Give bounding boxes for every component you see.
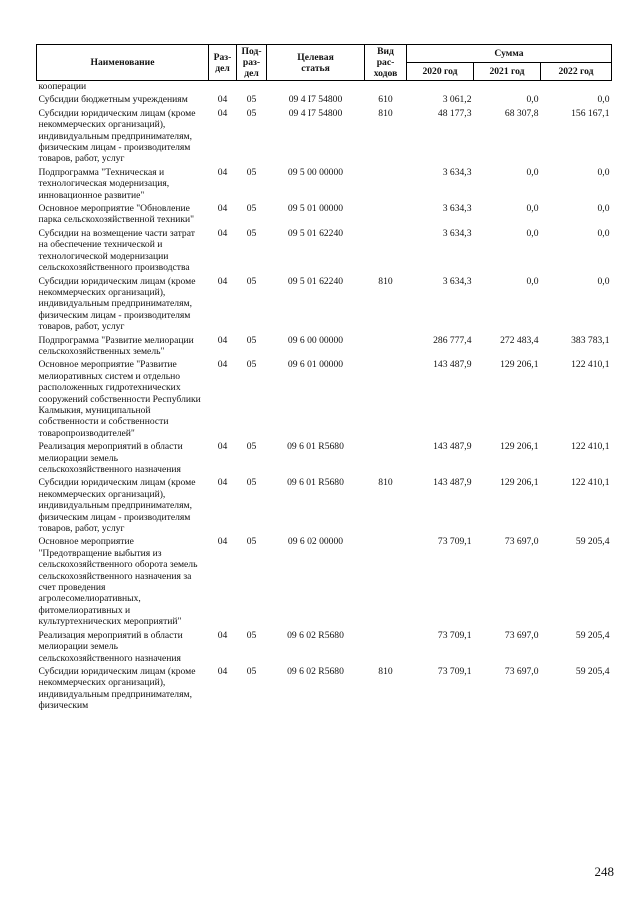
row-sum-2021: 73 697,0 — [504, 665, 539, 677]
row-podrazdel — [237, 81, 267, 95]
row-sum-2021 — [474, 81, 541, 95]
table-row — [37, 108, 612, 167]
row-article: 09 5 01 62240 — [287, 227, 344, 239]
row-vid — [365, 203, 407, 228]
row-podrazdel: 05 — [246, 665, 257, 677]
header-2021: 2021 год — [474, 63, 541, 81]
row-vid — [365, 441, 407, 477]
row-razdel: 04 — [217, 359, 228, 371]
row-name: Субсидии юридическим лицам (кроме некоммерческих организаций), индивидуальным предпринимателям, физическим лицам - производителям товаров, работ, услуг — [38, 107, 196, 165]
row-sum-2020: 3 634,3 — [442, 203, 472, 215]
row-razdel: 04 — [217, 227, 228, 239]
row-article: 09 6 02 R5680 — [287, 629, 344, 641]
row-sum-2020 — [407, 81, 474, 95]
table-body — [37, 81, 612, 714]
row-name: Субсидии бюджетным учреждениям — [38, 94, 188, 106]
row-podrazdel: 05 — [246, 477, 257, 489]
row-name: Подпрограмма "Техническая и технологическая модернизация, инновационное развитие" — [38, 166, 170, 201]
header-podrazdel-text: Под- раз- дел — [241, 46, 262, 79]
row-sum-2021: 0,0 — [526, 275, 539, 287]
header-podrazdel — [237, 45, 267, 81]
row-sum-2022: 0,0 — [597, 166, 610, 178]
row-sum-2021: 0,0 — [526, 166, 539, 178]
row-razdel: 04 — [217, 441, 228, 453]
row-sum-2020: 3 634,3 — [442, 166, 472, 178]
row-sum-2020: 48 177,3 — [437, 107, 472, 119]
row-article: 09 4 I7 54800 — [288, 94, 343, 106]
row-podrazdel: 05 — [246, 107, 257, 119]
row-podrazdel: 05 — [246, 334, 257, 346]
table-row — [37, 276, 612, 335]
table-row — [37, 335, 612, 360]
row-sum-2020: 3 634,3 — [442, 227, 472, 239]
table-row — [37, 203, 612, 228]
row-sum-2020: 143 487,9 — [433, 477, 472, 489]
table-row — [37, 94, 612, 107]
row-podrazdel: 05 — [246, 359, 257, 371]
row-name: Основное мероприятие "Развитие мелиоративных систем и отдельно расположенных гидротехнических сооружений собственности Республики Калмыкия, муниципальной собственности и собственности товаропроизводителей" — [38, 359, 201, 439]
row-sum-2022: 156 167,1 — [571, 107, 610, 119]
row-sum-2022: 122 410,1 — [571, 441, 610, 453]
row-name: Основное мероприятие "Предотвращение выбытия из сельскохозяйственного оборота земель сельскохозяйственного назначения за счет проведения агролесомелиоративных, фитомелиоративных и культуртехнических мероприятий" — [38, 536, 198, 628]
row-razdel: 04 — [217, 477, 228, 489]
row-razdel: 04 — [217, 275, 228, 287]
row-vid: 810 — [378, 665, 393, 677]
row-sum-2022: 122 410,1 — [571, 359, 610, 371]
row-sum-2021: 0,0 — [526, 94, 539, 106]
row-razdel: 04 — [217, 536, 228, 548]
header-vid — [365, 45, 407, 81]
row-sum-2022: 0,0 — [597, 203, 610, 215]
row-sum-2020: 73 709,1 — [437, 629, 472, 641]
row-article: 09 6 00 00000 — [287, 334, 344, 346]
row-razdel: 04 — [217, 629, 228, 641]
row-razdel: 04 — [217, 94, 228, 106]
row-sum-2021: 129 206,1 — [500, 441, 539, 453]
row-vid — [365, 335, 407, 360]
header-vid-text: Вид рас- ходов — [373, 46, 398, 79]
row-podrazdel: 05 — [246, 94, 257, 106]
row-vid: 810 — [378, 477, 393, 489]
row-podrazdel: 05 — [246, 227, 257, 239]
row-vid: 810 — [378, 107, 393, 119]
row-sum-2022: 59 205,4 — [575, 536, 610, 548]
row-podrazdel: 05 — [246, 203, 257, 215]
row-article: 09 5 01 00000 — [287, 203, 344, 215]
header-2020: 2020 год — [407, 63, 474, 81]
row-podrazdel: 05 — [246, 166, 257, 178]
row-article: 09 6 01 R5680 — [287, 477, 344, 489]
row-sum-2021: 272 483,4 — [500, 334, 539, 346]
row-article — [267, 81, 365, 95]
row-sum-2021: 68 307,8 — [504, 107, 539, 119]
row-vid — [365, 81, 407, 95]
row-article: 09 6 02 R5680 — [287, 665, 344, 677]
row-razdel: 04 — [217, 665, 228, 677]
row-article: 09 4 I7 54800 — [288, 107, 343, 119]
row-name: Субсидии юридическим лицам (кроме некоммерческих организаций), индивидуальным предпринимателям, физическим лицам - производителям товаров, работ, услуг — [38, 477, 196, 535]
row-sum-2022: 0,0 — [597, 227, 610, 239]
row-vid: 610 — [378, 94, 393, 106]
header-razdel-text: Раз- дел — [213, 51, 232, 74]
row-sum-2022 — [541, 81, 612, 95]
row-article: 09 6 02 00000 — [287, 536, 344, 548]
row-vid — [365, 167, 407, 203]
row-podrazdel: 05 — [246, 441, 257, 453]
row-sum-2020: 143 487,9 — [433, 359, 472, 371]
row-sum-2022: 0,0 — [597, 94, 610, 106]
row-podrazdel: 05 — [246, 275, 257, 287]
row-sum-2021: 73 697,0 — [504, 536, 539, 548]
row-sum-2021: 0,0 — [526, 227, 539, 239]
table-row — [37, 630, 612, 666]
row-razdel: 04 — [217, 166, 228, 178]
row-sum-2022: 0,0 — [597, 275, 610, 287]
row-sum-2021: 129 206,1 — [500, 359, 539, 371]
row-name: Реализация мероприятий в области мелиорации земель сельскохозяйственного назначения — [38, 629, 183, 664]
row-sum-2021: 0,0 — [526, 203, 539, 215]
row-sum-2020: 286 777,4 — [433, 334, 472, 346]
table-row — [37, 536, 612, 629]
row-sum-2021: 129 206,1 — [500, 477, 539, 489]
row-sum-2022: 59 205,4 — [575, 665, 610, 677]
row-sum-2022: 59 205,4 — [575, 629, 610, 641]
row-sum-2020: 73 709,1 — [437, 536, 472, 548]
row-article: 09 5 01 62240 — [287, 275, 344, 287]
header-summa: Сумма — [407, 45, 612, 63]
row-sum-2022: 122 410,1 — [571, 477, 610, 489]
row-name: Субсидии на возмещение части затрат на обеспечение технической и технологической модернизации сельскохозяйственного производства — [38, 227, 195, 274]
table-row — [37, 441, 612, 477]
row-name: Подпрограмма "Развитие мелиорации сельскохозяйственных земель" — [38, 334, 194, 357]
row-sum-2022: 383 783,1 — [571, 334, 610, 346]
row-name: кооперации — [38, 81, 87, 92]
table-row — [37, 167, 612, 203]
header-name: Наименование — [37, 45, 209, 81]
row-sum-2020: 143 487,9 — [433, 441, 472, 453]
row-vid — [365, 359, 407, 441]
row-sum-2020: 3 634,3 — [442, 275, 472, 287]
row-vid: 810 — [378, 275, 393, 287]
table-row — [37, 228, 612, 276]
table-row — [37, 477, 612, 536]
header-article-text: Целевая статья — [297, 51, 334, 74]
header-2022: 2022 год — [541, 63, 612, 81]
row-name: Субсидии юридическим лицам (кроме некоммерческих организаций), индивидуальным предпринимателям, физическим лицам - производителям товаров, работ, услуг — [38, 275, 196, 333]
page-number: 248 — [594, 864, 614, 879]
row-name: Реализация мероприятий в области мелиорации земель сельскохозяйственного назначения — [38, 441, 183, 475]
row-name: Субсидии юридическим лицам (кроме некоммерческих организаций), индивидуальным предпринимателям, физическим — [38, 665, 196, 712]
row-razdel: 04 — [217, 334, 228, 346]
row-sum-2020: 73 709,1 — [437, 665, 472, 677]
row-razdel — [209, 81, 237, 95]
row-vid — [365, 630, 407, 666]
row-vid — [365, 536, 407, 629]
row-name: Основное мероприятие "Обновление парка сельскохозяйственной техники" — [38, 203, 195, 226]
row-razdel: 04 — [217, 107, 228, 119]
row-article: 09 5 00 00000 — [287, 166, 344, 178]
budget-table — [36, 44, 612, 714]
row-sum-2021: 73 697,0 — [504, 629, 539, 641]
row-article: 09 6 01 R5680 — [287, 441, 344, 453]
row-podrazdel: 05 — [246, 536, 257, 548]
header-article — [267, 45, 365, 81]
table-header — [37, 45, 612, 81]
row-podrazdel: 05 — [246, 629, 257, 641]
table-row — [37, 81, 612, 95]
table-row — [37, 666, 612, 714]
header-razdel — [209, 45, 237, 81]
row-razdel: 04 — [217, 203, 228, 215]
row-sum-2020: 3 061,2 — [442, 94, 472, 106]
table-row — [37, 359, 612, 441]
row-vid — [365, 228, 407, 276]
row-article: 09 6 01 00000 — [287, 359, 344, 371]
